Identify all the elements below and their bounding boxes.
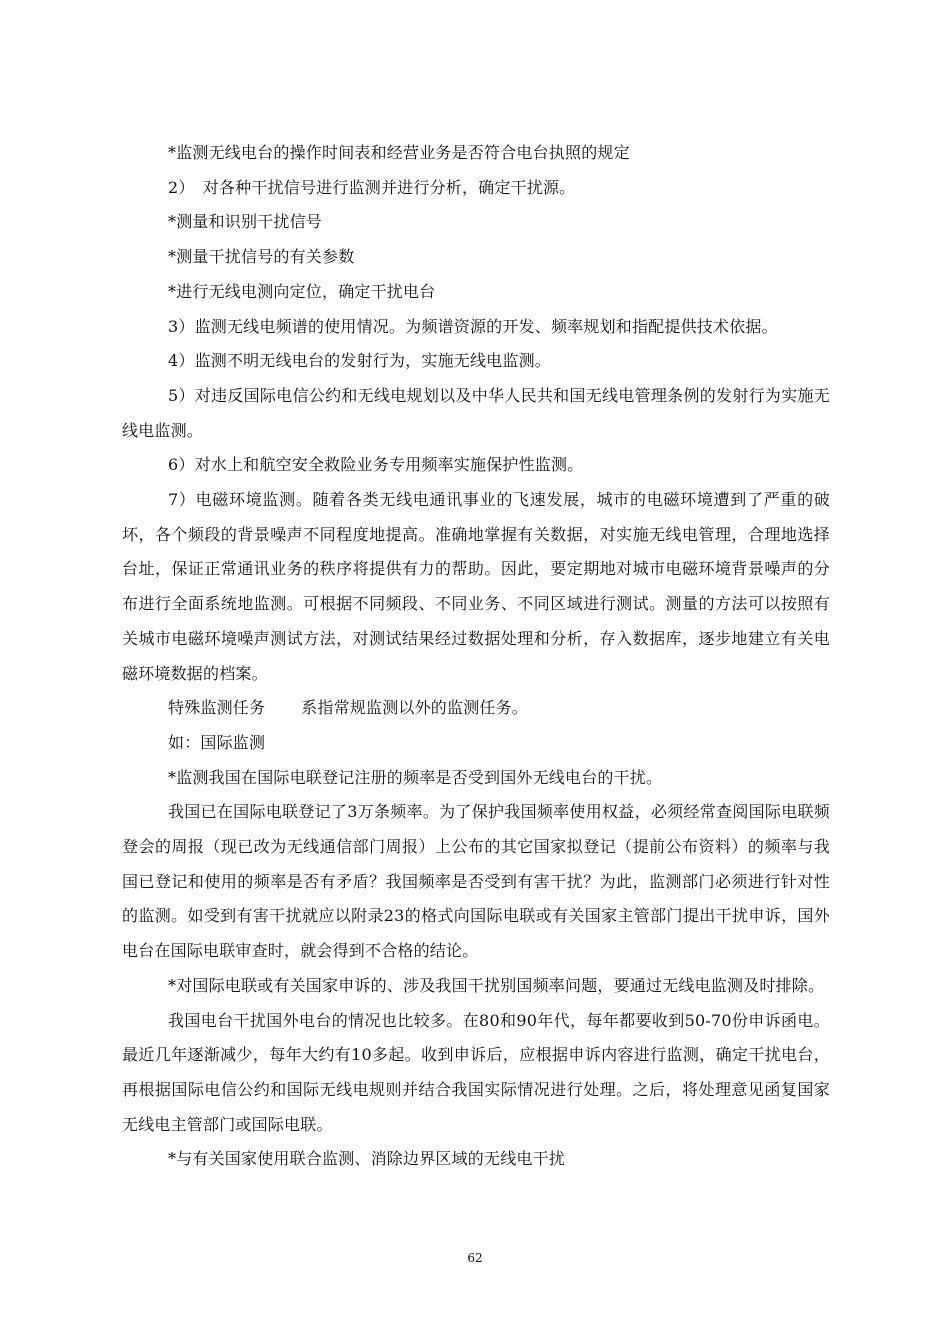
paragraph: *监测我国在国际电联登记注册的频率是否受到国外无线电台的干扰。 bbox=[168, 767, 663, 787]
page-number: 62 bbox=[467, 1251, 483, 1265]
special-task-text: 系指常规监测以外的监测任务。 bbox=[301, 698, 529, 718]
paragraph: *测量和识别干扰信号 bbox=[168, 212, 323, 232]
paragraph: 7）电磁环境监测。随着各类无线电通讯事业的飞速发展，城市的电磁环境遭到了严重的破坏，各个频段的背景噪声不同程度地提高。准确地掌握有关数据，对实施无线电管理，合理地选择台址，保证正常通讯业务的秩序将提供有力的帮助。因此，要定期地对城市电磁环境背景噪声的分布进行全面系统地监测。可根据不同频段、不同业务、不同区域进行测试。测量的方法可以按照有关城市电磁环境噪声测试方法，对测试结果经过数据处理和分析，存入数据库，逐步地建立有关电磁环境数据的档案。 bbox=[122, 490, 830, 683]
paragraph: 我国已在国际电联登记了3万条频率。为了保护我国频率使用权益，必须经常查阅国际电联频登会的周报（现已改为无线通信部门周报）上公布的其它国家拟登记（提前公布资料）的频率与我国已登记和使用的频率是否有矛盾？我国频率是否受到有害干扰？为此，监测部门必须进行针对性的监测。如受到有害干扰就应以附录23的格式向国际电联或有关国家主管部门提出干扰申诉，国外电台在国际电联审查时，就会得到不合格的结论。 bbox=[122, 802, 830, 961]
paragraph: *测量干扰信号的有关参数 bbox=[168, 247, 355, 267]
paragraph: 3）监测无线电频谱的使用情况。为频谱资源的开发、频率规划和指配提供技术依据。 bbox=[168, 316, 778, 336]
paragraph: *与有关国家使用联合监测、消除边界区域的无线电干扰 bbox=[168, 1149, 566, 1169]
paragraph: 如：国际监测 bbox=[168, 732, 266, 752]
special-task-label: 特殊监测任务 bbox=[168, 698, 266, 718]
paragraph: 4）监测不明无线电台的发射行为，实施无线电监测。 bbox=[168, 351, 551, 371]
document-body bbox=[122, 136, 830, 1177]
paragraph: 5）对违反国际电信公约和无线电规划以及中华人民共和国无线电管理条例的发射行为实施无线电监测。 bbox=[122, 385, 830, 440]
paragraph: 6）对水上和航空安全救险业务专用频率实施保护性监测。 bbox=[168, 455, 584, 475]
paragraph: *进行无线电测向定位，确定干扰电台 bbox=[168, 281, 436, 301]
special-task-line bbox=[122, 691, 830, 726]
paragraph: 我国电台干扰国外电台的情况也比较多。在80和90年代，每年都要收到50-70份申诉函电。最近几年逐渐减少，每年大约有10多起。收到申诉后，应根据申诉内容进行监测，确定干扰电台，再根据国际电信公约和国际无线电规则并结合我国实际情况进行处理。之后，将处理意见函复国家无线电主管部门或国际电联。 bbox=[122, 1010, 830, 1134]
paragraph: *对国际电联或有关国家申诉的、涉及我国干扰别国频率问题，要通过无线电监测及时排除。 bbox=[168, 975, 825, 995]
paragraph: *监测无线电台的操作时间表和经营业务是否符合电台执照的规定 bbox=[168, 143, 630, 162]
paragraph: 2） 对各种干扰信号进行监测并进行分析，确定干扰源。 bbox=[168, 177, 576, 197]
